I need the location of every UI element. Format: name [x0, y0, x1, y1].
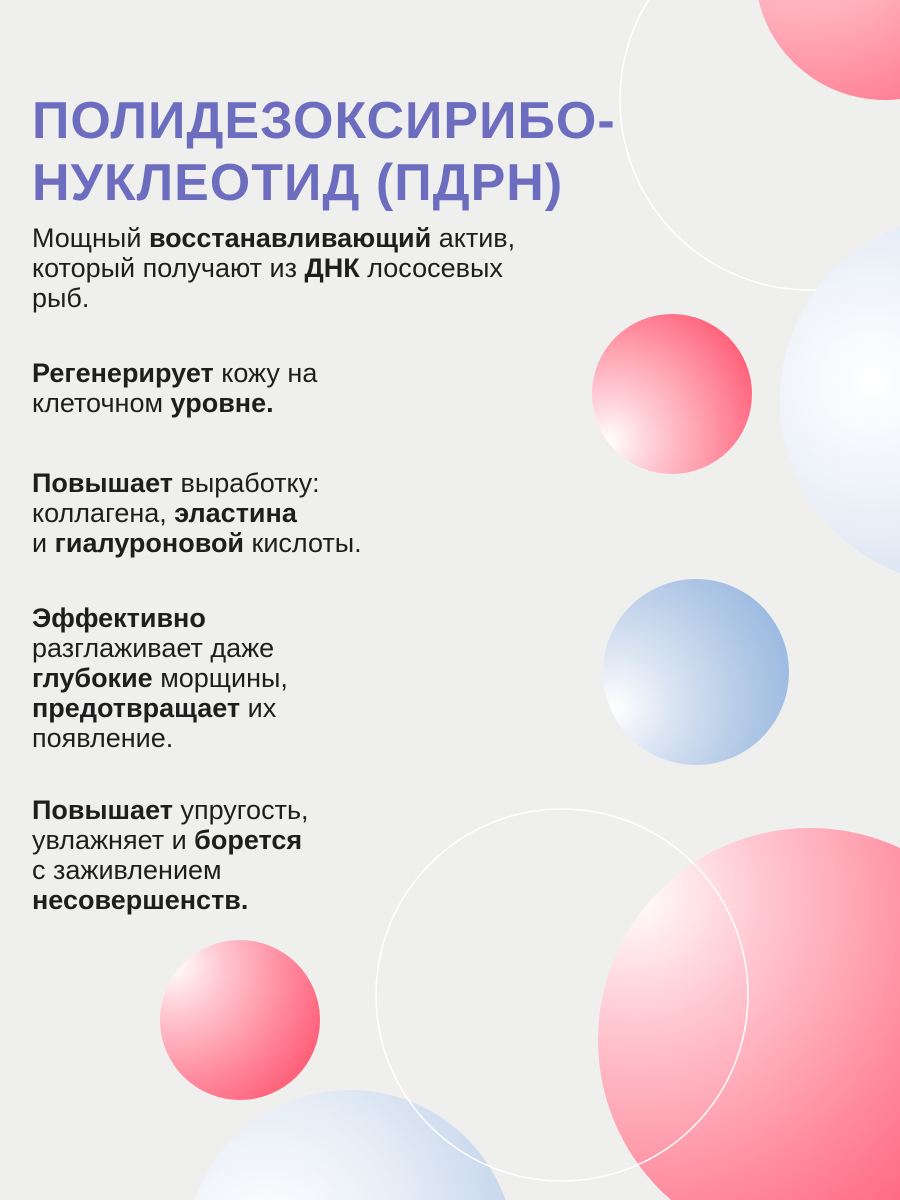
benefit-regeneration: [32, 358, 452, 418]
benefit-bold: Повышает: [32, 795, 173, 825]
benefit-bold: Повышает: [32, 468, 173, 498]
benefit-text: кислоты.: [244, 528, 362, 558]
intro-text-part: который получают из: [32, 253, 305, 283]
sphere-blue-bottom: [185, 1090, 515, 1200]
sphere-pink-mid: [592, 314, 752, 474]
intro-bold-dna: ДНК: [304, 253, 360, 283]
benefit-text: с заживлением: [32, 855, 222, 885]
benefit-elasticity: [32, 795, 412, 915]
title-line-2: НУКЛЕОТИД (ПДРН): [32, 154, 564, 212]
benefit-text: выработку:: [172, 468, 320, 498]
benefit-text: разглаживает даже: [32, 633, 275, 663]
benefit-production: [32, 468, 452, 558]
benefit-bold: борется: [194, 825, 303, 855]
benefit-bold: гиалуроновой: [54, 528, 245, 558]
benefit-text: упругость,: [172, 795, 309, 825]
benefit-bold: уровне.: [170, 388, 274, 418]
intro-bold-restoring: восстанавливающий: [148, 223, 432, 253]
benefit-text: их: [240, 693, 277, 723]
benefit-text: клеточном: [32, 388, 171, 418]
sphere-top-right: [755, 0, 900, 100]
benefit-text: увлажняет и: [32, 825, 195, 855]
benefit-text: кожу на: [213, 358, 318, 388]
benefit-bold: Эффективно: [32, 603, 206, 633]
benefit-bold: несовершенств.: [32, 885, 249, 915]
page-title: [32, 90, 632, 214]
benefit-text: и: [32, 528, 55, 558]
intro-text: [32, 223, 622, 313]
benefit-text: коллагена,: [32, 498, 175, 528]
benefit-bold: предотвращает: [32, 693, 241, 723]
benefit-text: морщины,: [152, 663, 288, 693]
intro-text-part: лососевых: [359, 253, 503, 283]
intro-text-part: актив,: [431, 223, 516, 253]
title-line-1: ПОЛИДЕЗОКСИРИБО-: [32, 92, 616, 150]
benefit-wrinkles: [32, 603, 392, 753]
main-content: [32, 90, 632, 915]
benefit-bold: глубокие: [32, 663, 153, 693]
intro-text-part: Мощный: [32, 223, 149, 253]
sphere-pink-small: [160, 940, 320, 1100]
benefit-text: появление.: [32, 723, 174, 753]
benefit-bold: эластина: [174, 498, 297, 528]
benefit-bold: Регенерирует: [32, 358, 214, 388]
sphere-pink-large: [598, 828, 900, 1200]
intro-text-part: рыб.: [32, 283, 90, 313]
sphere-right-blue-large: [780, 215, 900, 585]
sphere-blue-mid: [603, 579, 789, 765]
